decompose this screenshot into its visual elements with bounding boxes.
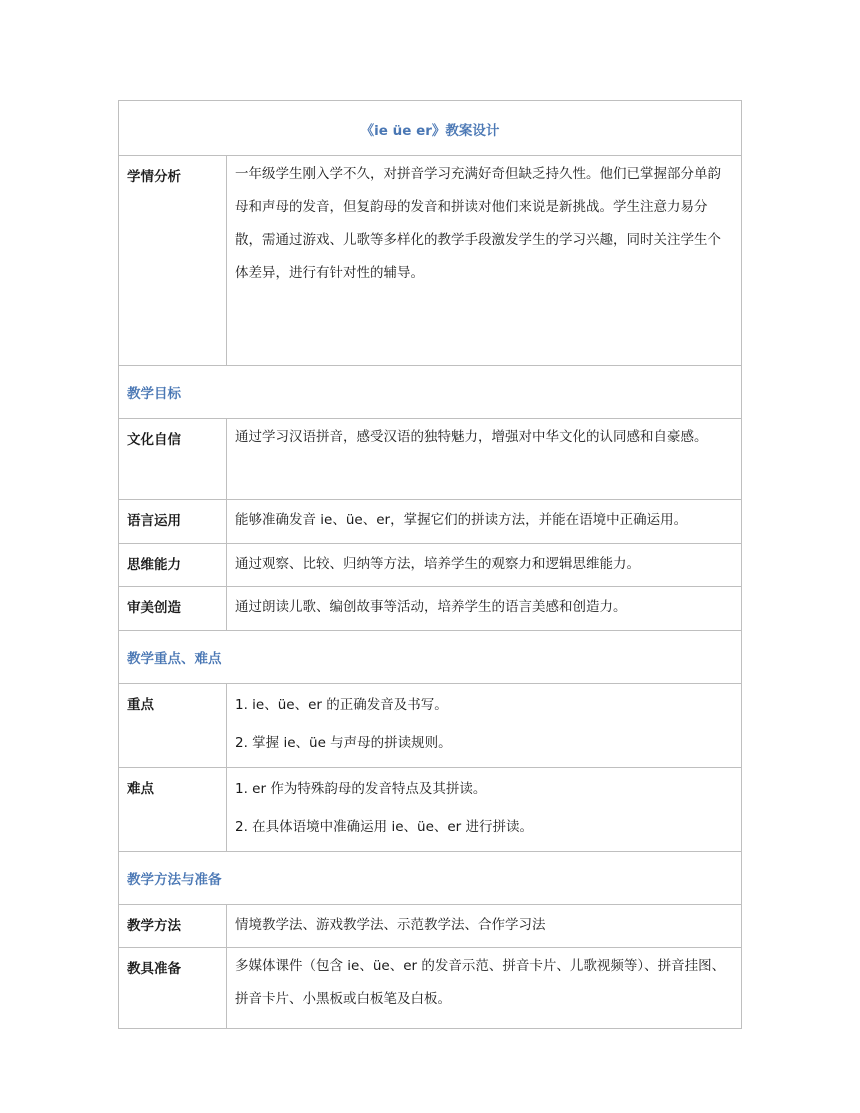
goals-heading: 教学目标 xyxy=(119,366,742,419)
difficulty-row xyxy=(119,768,742,852)
list-item: 1. ie、üe、er 的正确发音及书写。 xyxy=(235,697,448,713)
goal-label: 文化自信 xyxy=(119,419,227,500)
methods-heading: 教学方法与准备 xyxy=(119,852,742,905)
lesson-plan-table xyxy=(118,100,742,1029)
method-row xyxy=(119,905,742,948)
focus-list xyxy=(227,684,742,768)
analysis-row xyxy=(119,156,742,366)
goal-row xyxy=(119,587,742,631)
equipment-text: 多媒体课件（包含 ie、üe、er 的发音示范、拼音卡片、儿歌视频等）、拼音挂图、拼音卡片、小黑板或白板笔及白板。 xyxy=(227,948,742,1029)
goal-label: 审美创造 xyxy=(119,587,227,631)
analysis-text: 一年级学生刚入学不久，对拼音学习充满好奇但缺乏持久性。他们已掌握部分单韵母和声母的发音，但复韵母的发音和拼读对他们来说是新挑战。学生注意力易分散，需通过游戏、儿歌等多样化的教学手段激发学生的学习兴趣，同时关注学生个体差异，进行有针对性的辅导。 xyxy=(227,156,742,366)
goal-row xyxy=(119,500,742,544)
goal-row xyxy=(119,419,742,500)
goals-section-row xyxy=(119,366,742,419)
focus-row xyxy=(119,684,742,768)
goal-text: 通过观察、比较、归纳等方法，培养学生的观察力和逻辑思维能力。 xyxy=(227,544,742,587)
analysis-label: 学情分析 xyxy=(119,156,227,366)
keypoints-section-row xyxy=(119,631,742,684)
method-text: 情境教学法、游戏教学法、示范教学法、合作学习法 xyxy=(227,905,742,948)
title-row xyxy=(119,101,742,156)
focus-label: 重点 xyxy=(119,684,227,768)
goal-text: 通过朗读儿歌、编创故事等活动，培养学生的语言美感和创造力。 xyxy=(227,587,742,631)
methods-section-row xyxy=(119,852,742,905)
equipment-label: 教具准备 xyxy=(119,948,227,1029)
difficulty-list xyxy=(227,768,742,852)
list-item: 1. er 作为特殊韵母的发音特点及其拼读。 xyxy=(235,781,487,797)
goal-text: 能够准确发音 ie、üe、er，掌握它们的拼读方法，并能在语境中正确运用。 xyxy=(227,500,742,544)
list-item: 2. 掌握 ie、üe 与声母的拼读规则。 xyxy=(235,735,452,751)
method-label: 教学方法 xyxy=(119,905,227,948)
goal-label: 语言运用 xyxy=(119,500,227,544)
keypoints-heading: 教学重点、难点 xyxy=(119,631,742,684)
document-title: 《ie üe er》教案设计 xyxy=(119,101,742,156)
list-item: 2. 在具体语境中准确运用 ie、üe、er 进行拼读。 xyxy=(235,819,534,835)
difficulty-label: 难点 xyxy=(119,768,227,852)
goal-row xyxy=(119,544,742,587)
equipment-row xyxy=(119,948,742,1029)
goal-label: 思维能力 xyxy=(119,544,227,587)
goal-text: 通过学习汉语拼音，感受汉语的独特魅力，增强对中华文化的认同感和自豪感。 xyxy=(227,419,742,500)
